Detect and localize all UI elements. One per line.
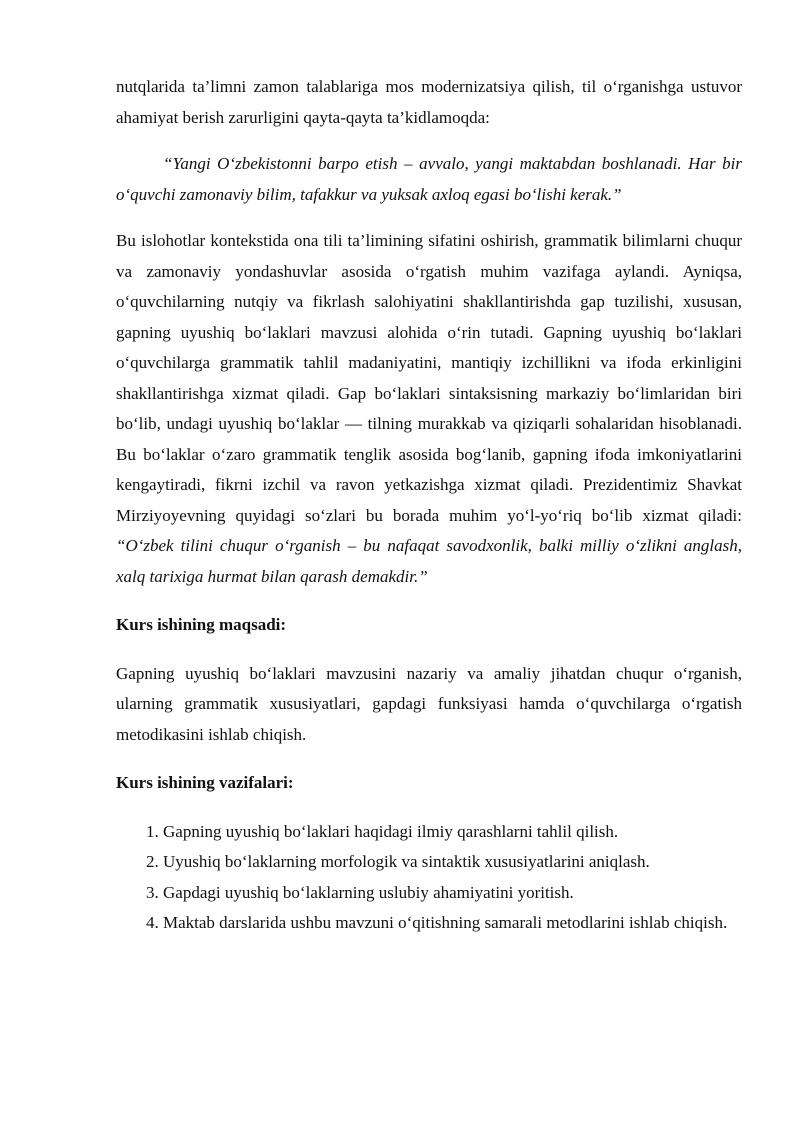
list-item: 2. Uyushiq boʻlaklarning morfologik va sintaktik xususiyatlarini aniqlash.: [163, 847, 742, 878]
tasks-heading: Kurs ishining vazifalari:: [116, 773, 294, 792]
main-paragraph: [116, 226, 742, 592]
document-page: [116, 72, 742, 939]
president-quote: “Yangi Oʻzbekistonni barpo etish – avvalo, yangi maktabdan boshlanadi. Har bir oʻquvchi zamonaviy bilim, tafakkur va yuksak axloq egasi boʻlishi kerak.”: [116, 154, 742, 204]
goal-paragraph: Gapning uyushiq boʻlaklari mavzusini nazariy va amaliy jihatdan chuqur oʻrganish, ularning grammatik xususiyatlari, gapdagi funksiyasi hamda oʻquvchilarga oʻrgatish metodikasini ishlab chiqish.: [116, 663, 742, 744]
list-item: 3. Gapdagi uyushiq boʻlaklarning uslubiy ahamiyatini yoritish.: [163, 878, 742, 909]
list-item: 1. Gapning uyushiq boʻlaklari haqidagi ilmiy qarashlarni tahlil qilish.: [163, 817, 742, 848]
inline-quote: “Oʻzbek tilini chuqur oʻrganish – bu nafaqat savodxonlik, balki milliy oʻzlikni anglash, xalq tarixiga hurmat bilan qarash demakdir.”: [116, 536, 742, 586]
tasks-list: [116, 817, 742, 939]
main-paragraph-text: Bu islohotlar kontekstida ona tili ta’limining sifatini oshirish, grammatik bilimlarni chuqur va zamonaviy yondashuvlar asosida oʻrgatish muhim vazifaga aylandi. Ayniqsa, oʻquvchilarning nutqiy va fikrlash salohiyatini shakllantirishda gap tuzilishi, xususan, gapning uyushiq boʻlaklari mavzusi alohida oʻrin tutadi. Gapning uyushiq boʻlaklari oʻquvchilarga grammatik tahlil madaniyatini, mantiqiy izchillikni va ifoda erkinligini shakllantirishga xizmat qiladi. Gap boʻlaklari sintaksisning markaziy boʻlimlaridan biri boʻlib, undagi uyushiq boʻlaklar — tilning murakkab va qiziqarli sohalaridan hisoblanadi. Bu boʻlaklar oʻzaro grammatik tenglik asosida bogʻlanib, gapning ifoda imkoniyatlarini kengaytiradi, fikrni izchil va ravon yetkazishga xizmat qiladi. Prezidentimiz Shavkat Mirziyoyevning quyidagi soʻzlari bu borada muhim yoʻl-yoʻriq boʻlib xizmat qiladi:: [116, 231, 742, 525]
goal-heading: Kurs ishining maqsadi:: [116, 615, 287, 634]
intro-paragraph: nutqlarida ta’limni zamon talablariga mos modernizatsiya qilish, til oʻrganishga ustuvor ahamiyat berish zarurligini qayta-qayta ta’kidlamoqda:: [116, 77, 742, 127]
list-item: 4. Maktab darslarida ushbu mavzuni oʻqitishning samarali metodlarini ishlab chiqish.: [163, 908, 742, 939]
